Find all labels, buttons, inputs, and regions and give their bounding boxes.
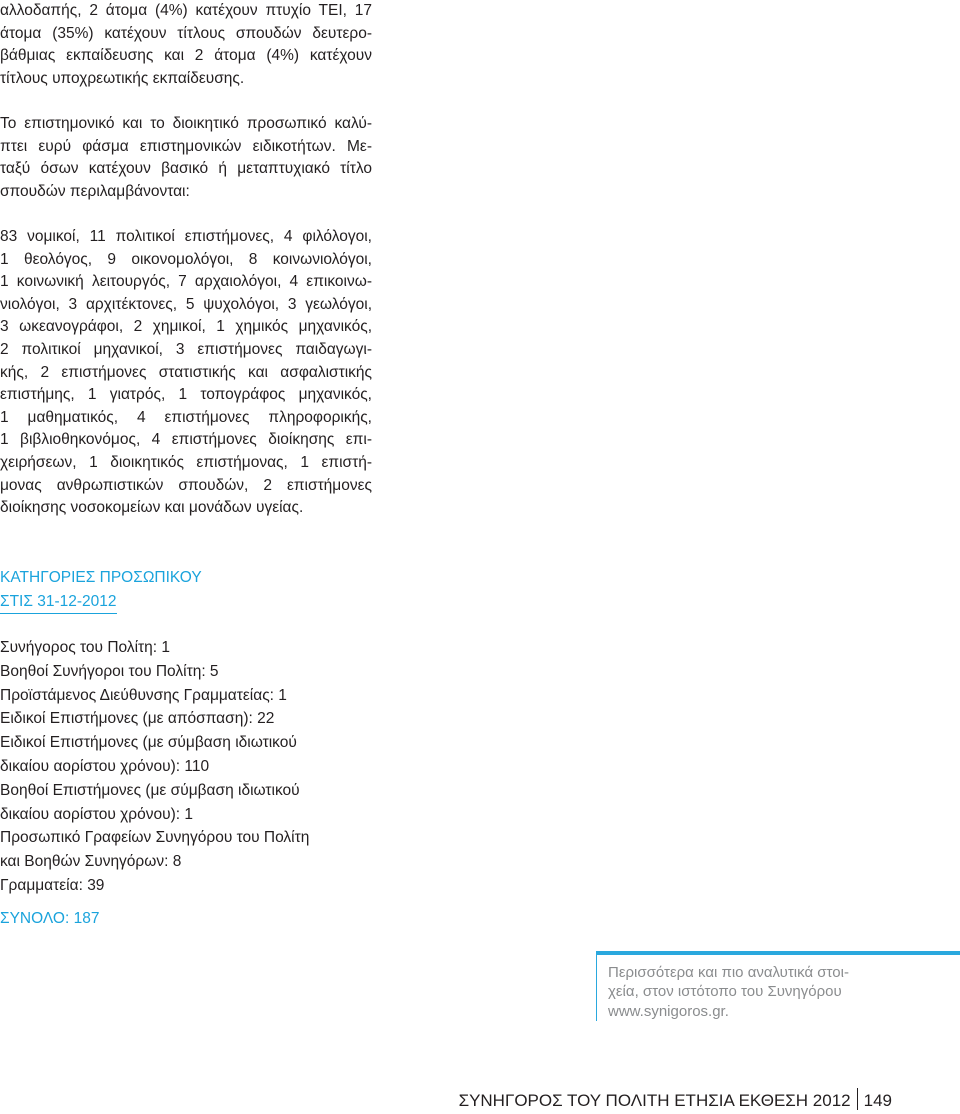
list-item: Ειδικοί Επιστήμονες (με σύμβαση ιδιωτικού bbox=[0, 734, 297, 752]
page-number: 149 bbox=[863, 1091, 892, 1110]
text-line: νιολόγοι, 3 αρχιτέκτονες, 5 ψυχολόγοι, 3 γεωλόγοι, bbox=[0, 295, 372, 313]
staff-categories-date bbox=[0, 591, 117, 614]
list-item: δικαίου αορίστου χρόνου): 110 bbox=[0, 757, 210, 775]
list-item: δικαίου αορίστου χρόνου): 1 bbox=[0, 805, 193, 823]
text-line: σπουδών περιλαμβάνονται: bbox=[0, 182, 190, 200]
text-line: 3 ωκεανογράφοι, 2 χημικοί, 1 χημικός μηχανικός, bbox=[0, 318, 372, 336]
text-line: 1 κοινωνική λειτουργός, 7 αρχαιολόγοι, 4 επικοινω- bbox=[0, 273, 372, 291]
text-line: άτομα (35%) κατέχουν τίτλους σπουδών δευτερο- bbox=[0, 24, 372, 42]
text-line: 1 μαθηματικός, 4 επιστήμονες πληροφορικής, bbox=[0, 408, 372, 426]
text-line: επιστήμης, 1 γιατρός, 1 τοπογράφος μηχανικός, bbox=[0, 386, 372, 404]
list-item: Ειδικοί Επιστήμονες (με απόσπαση): 22 bbox=[0, 710, 275, 728]
intro-paragraph bbox=[0, 0, 372, 90]
list-item: Προσωπικό Γραφείων Συνηγόρου του Πολίτη bbox=[0, 829, 310, 847]
staff-specialties-paragraph bbox=[0, 113, 372, 203]
list-item: και Βοηθών Συνηγόρων: 8 bbox=[0, 853, 182, 871]
footer-divider bbox=[857, 1088, 858, 1110]
staff-categories-list bbox=[0, 636, 372, 898]
website-link[interactable]: www.synigoros.gr. bbox=[608, 1002, 729, 1020]
note-top-rule bbox=[596, 951, 960, 955]
text-line: 1 βιβλιοθηκονόμος, 4 επιστήμονες διοίκησης επι- bbox=[0, 431, 372, 449]
note-left-rule bbox=[596, 951, 597, 1021]
text-line: αλλοδαπής, 2 άτομα (4%) κατέχουν πτυχίο ΤΕΙ, 17 bbox=[0, 2, 372, 19]
page-footer bbox=[459, 1088, 892, 1112]
text-line: μονας ανθρωπιστικών σπουδών, 2 επιστήμονες bbox=[0, 476, 372, 494]
specialties-list-paragraph bbox=[0, 226, 372, 520]
list-item: Προϊστάμενος Διεύθυνσης Γραμματείας: 1 bbox=[0, 686, 287, 704]
text-line: κής, 2 επιστήμονες στατιστικής και ασφαλιστικής bbox=[0, 363, 372, 381]
text-line: βάθμιας εκπαίδευσης και 2 άτομα (4%) κατέχουν bbox=[0, 47, 372, 65]
staff-total: ΣΥΝΟΛΟ: 187 bbox=[0, 910, 100, 927]
text-line: Το επιστημονικό και το διοικητικό προσωπικό καλύ- bbox=[0, 115, 372, 132]
staff-categories-heading: ΚΑΤΗΓΟΡΙΕΣ ΠΡΟΣΩΠΙΚΟΥ bbox=[0, 569, 202, 586]
note-line: Περισσότερα και πιο αναλυτικά στοι- bbox=[608, 964, 849, 981]
text-line: 83 νομικοί, 11 πολιτικοί επιστήμονες, 4 φιλόλογοι, bbox=[0, 228, 372, 245]
text-line: 2 πολιτικοί μηχανικοί, 3 επιστήμονες παιδαγωγι- bbox=[0, 340, 372, 358]
list-item: Βοηθοί Επιστήμονες (με σύμβαση ιδιωτικού bbox=[0, 781, 300, 799]
list-item: Βοηθοί Συνήγοροι του Πολίτη: 5 bbox=[0, 662, 219, 680]
note-line: χεία, στον ιστότοπο του Συνηγόρου bbox=[608, 983, 842, 1001]
more-info-note bbox=[596, 951, 960, 1021]
text-line: ταξύ όσων κατέχουν βασικό ή μεταπτυχιακό τίτλο bbox=[0, 160, 372, 178]
note-text bbox=[608, 963, 908, 1021]
text-line: 1 θεολόγος, 9 οικονομολόγοι, 8 κοινωνιολόγοι, bbox=[0, 250, 372, 268]
footer-org-name: ΣΥΝΗΓΟΡΟΣ ΤΟΥ ΠΟΛΙΤΗ bbox=[458, 1091, 670, 1110]
text-line: πτει ευρύ φάσμα επιστημονικών ειδικοτήτων. Με- bbox=[0, 137, 372, 155]
footer-report-title: ΕΤΗΣΙΑ ΕΚΘΕΣΗ 2012 bbox=[674, 1091, 851, 1110]
staff-categories-date-text: ΣΤΙΣ 31-12-2012 bbox=[0, 593, 117, 610]
text-line: χειρήσεων, 1 διοικητικός επιστήμονας, 1 επιστή- bbox=[0, 453, 372, 471]
text-line: διοίκησης νοσοκομείων και μονάδων υγείας. bbox=[0, 499, 304, 517]
list-item: Συνήγορος του Πολίτη: 1 bbox=[0, 639, 171, 656]
text-line: τίτλους υποχρεωτικής εκπαίδευσης. bbox=[0, 69, 245, 87]
list-item: Γραμματεία: 39 bbox=[0, 876, 105, 894]
